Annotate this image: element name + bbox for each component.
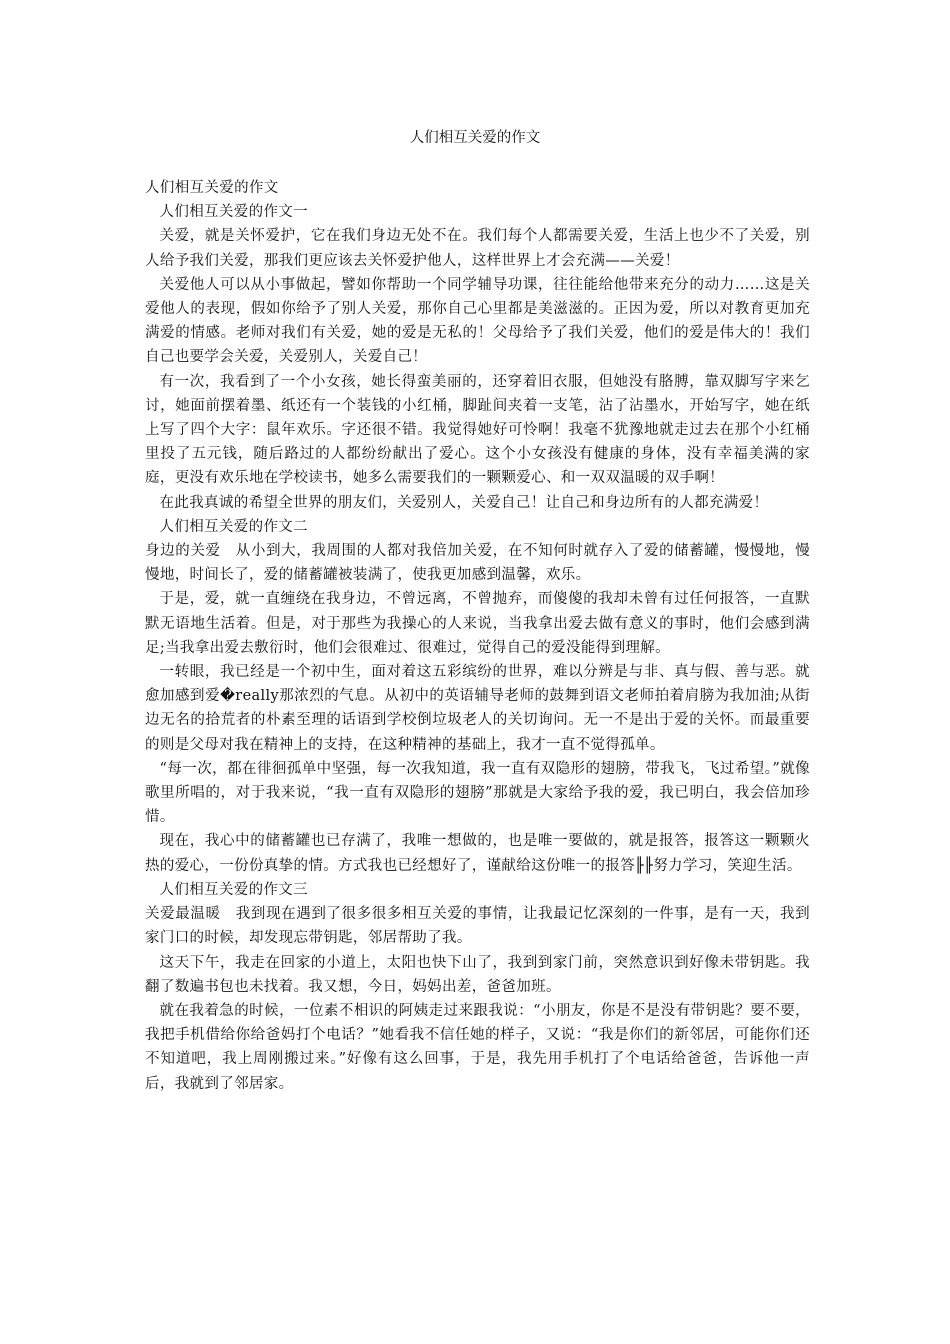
section-heading-1: 人们相互关爱的作文一 [159,204,308,221]
document-body [145,176,810,1096]
paragraph: 于是，爱，就一直缠绕在我身边，不曾远离，不曾抛弃，而傻傻的我却未曾有过任何报答，一直默默无语地生活着。但是，对于那些为我操心的人来说，当我拿出爱去做有意义的事时，他们会感到满足;当我拿出爱去敷衍时，他们会很难过、很难过，觉得自己的爱没能得到理解。 [145,591,810,656]
document-title: 人们相互关爱的作文 [409,130,541,146]
paragraph: 关爱，就是关怀爱护，它在我们身边无处不在。我们每个人都需要关爱，生活上也少不了关爱，别人给予我们关爱，那我们更应该去关怀爱护他人，这样世界上才会充满——关爱！ [145,228,810,269]
paragraph: 关爱他人可以从小事做起，譬如你帮助一个同学辅导功课，往往能给他带来充分的动力……这是关爱他人的表现，假如你给予了别人关爱，那你自己心里都是美滋滋的。正因为爱，所以对教育更加充满爱的情感。老师对我们有关爱，她的爱是无私的！父母给予了我们关爱，他们的爱是伟大的！我们自己也要学会关爱，关爱别人，关爱自己！ [145,276,810,366]
section-heading-2: 人们相互关爱的作文二 [159,518,308,535]
paragraph: 关爱最温暖 我到现在遇到了很多很多相互关爱的事情，让我最记忆深刻的一件事，是有一天，我到家门口的时候，却发现忘带钥匙，邻居帮助了我。 [145,906,810,947]
paragraph: 有一次，我看到了一个小女孩，她长得蛮美丽的，还穿着旧衣服，但她没有胳膊，靠双脚写字来乞讨，她面前摆着墨、纸还有一个装钱的小红桶，脚趾间夹着一支笔，沾了沾墨水，开始写字，她在纸上写了四个大字：鼠年欢乐。字还很不错。我觉得她好可怜啊！我毫不犹豫地就走过去在那个小红桶里投了五元钱，随后路过的人都纷纷献出了爱心。这个小女孩没有健康的身体，没有幸福美满的家庭，更没有欢乐地在学校读书，她多么需要我们的一颗颗爱心、和一双双温暖的双手啊！ [145,373,810,487]
section-heading-3: 人们相互关爱的作文三 [159,881,308,898]
paragraph: “每一次，都在徘徊孤单中坚强，每一次我知道，我一直有双隐形的翅膀，带我飞，飞过希望。”就像歌里所唱的，对于我来说，“我一直有双隐形的翅膀”那就是大家给予我的爱，我已明白，我会倍加珍惜。 [145,760,810,826]
paragraph: 身边的关爱 从小到大，我周围的人都对我倍加关爱，在不知何时就存入了爱的储蓄罐，慢慢地，慢慢地，时间长了，爱的储蓄罐被装满了，使我更加感到温馨，欢乐。 [145,543,810,584]
paragraph: 一转眼，我已经是一个初中生，面对着这五彩缤纷的世界，难以分辨是与非、真与假、善与恶。就愈加感到爱�really那浓烈的气息。从初中的英语辅导老师的鼓舞到语文老师拍着肩膀为我加油;从街边无名的拾荒者的朴素至理的话语到学校倒垃圾老人的关切询问。无一不是出于爱的关怀。而最重要的则是父母对我在精神上的支持，在这种精神的基础上，我才一直不觉得孤单。 [145,664,810,753]
paragraph: 就在我着急的时候，一位素不相识的阿姨走过来跟我说：“小朋友，你是不是没有带钥匙？要不要，我把手机借给你给爸妈打个电话？”她看我不信任她的样子，又说：“我是你们的新邻居，可能你们还不知道吧，我上周刚搬过来。”好像有这么回事，于是，我先用手机打了个电话给爸爸，告诉他一声后，我就到了邻居家。 [145,1002,810,1092]
paragraph: 现在，我心中的储蓄罐也已存满了，我唯一想做的，也是唯一要做的，就是报答，报答这一颗颗火热的爱心，一份份真挚的情。方式我也已经想好了，谨献给这份唯一的报答╟╟努力学习，笑迎生活。 [145,833,810,874]
main-heading: 人们相互关爱的作文 [145,180,279,196]
paragraph: 这天下午，我走在回家的小道上，太阳也快下山了，我到到家门前，突然意识到好像未带钥匙。我翻了数遍书包也未找着。我又想，今日，妈妈出差，爸爸加班。 [145,954,810,995]
paragraph: 在此我真诚的希望全世界的朋友们，关爱别人，关爱自己！让自己和身边所有的人都充满爱！ [159,494,769,511]
